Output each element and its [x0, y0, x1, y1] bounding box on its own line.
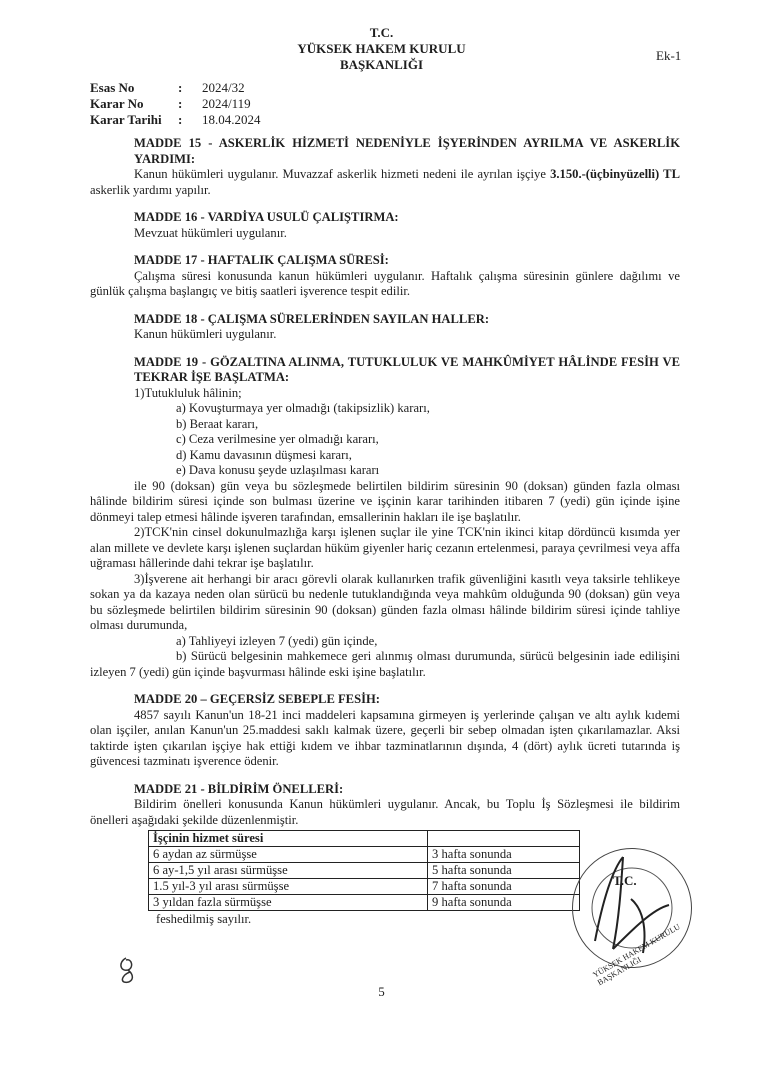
case-meta	[90, 80, 261, 128]
seal-center-text: T.C.	[613, 873, 637, 888]
article-19-para-3b: b) Sürücü belgesinin mahkemece geri alınmış olması durumunda, sürücü belgesinin iade edilişini izleyen 7 (yedi) gün içinde başvurması hâlinde eski işine başlatılır.	[90, 649, 680, 679]
article-18-text: Kanun hükümleri uygulanır.	[134, 327, 277, 341]
service-period-cell: 6 aydan az sürmüşse	[149, 847, 428, 863]
page-number: 5	[378, 984, 385, 999]
notice-period-table	[148, 830, 580, 911]
article-19-para-1: ile 90 (doksan) gün veya bu sözleşmede belirtilen bildirim süresinin 90 (doksan) günden fazla olması hâlinde bildirim süresi içinde son bulması üzerine ve işçinin karar tarihinden itibaren 7 (yedi) gün içinde işine dönmeyi talep etmesi hâlinde işveren tarafından, emsallerinin hakları ile işe başlatılır.	[90, 478, 680, 524]
article-15-text	[90, 167, 680, 198]
service-period-cell: 1.5 yıl-3 yıl arası sürmüşse	[149, 879, 428, 895]
meta-row-karar	[90, 96, 261, 112]
article-20-title: MADDE 20 – GEÇERSİZ SEBEPLE FESİH:	[134, 692, 380, 706]
header-line-office: BAŞKANLIĞI	[339, 57, 424, 72]
notice-cell: 5 hafta sonunda	[428, 863, 580, 879]
article-17-text: Çalışma süresi konusunda kanun hükümleri uygulanır. Haftalık çalışma süresinin günlere dağılımı ve günlük çalışma başlangıç ve bitiş saatleri işverence tespit edilir.	[90, 268, 680, 298]
article-15-amount: 3.150.-(üçbinyüzelli) TL	[550, 167, 680, 181]
article-19-item: d) Kamu davasının düşmesi kararı,	[176, 447, 352, 462]
notice-cell: 3 hafta sonunda	[428, 847, 580, 863]
table-header-empty	[428, 831, 580, 847]
service-period-cell: 6 ay-1,5 yıl arası sürmüşse	[149, 863, 428, 879]
meta-key: Karar No	[90, 96, 144, 111]
article-19-para-3a: a) Tahliyeyi izleyen 7 (yedi) gün içinde,	[176, 633, 378, 648]
table-row	[149, 863, 580, 879]
meta-value: 18.04.2024	[202, 112, 261, 127]
article-19-intro: 1)Tutukluluk hâlinin;	[134, 385, 242, 400]
initials-graphic	[116, 954, 146, 986]
article-16-title: MADDE 16 - VARDİYA USULÜ ÇALIŞTIRMA:	[134, 210, 399, 224]
table-header: İşçinin hizmet süresi	[149, 831, 428, 847]
seal-ring-text: YÜKSEK HAKEM KURULU BAŞKANLIĞI	[591, 922, 682, 988]
meta-sep: :	[178, 80, 183, 95]
table-row	[149, 895, 580, 911]
service-period-cell: 3 yıldan fazla sürmüşse	[149, 895, 428, 911]
article-19-para-2: 2)TCK'nin cinsel dokunulmazlığa karşı işlenen suçlar ile yine TCK'nin ikinci kitap dördüncü kısımda yer alan millete ve devlete karşı işlenen suçlardan hüküm giyenler hariç cezanın ertelenmesi, paraya çevrilmesi veya affa uğraması hâllerinde dahi tekrar işe başlatılır.	[90, 525, 681, 570]
header-line-institution: YÜKSEK HAKEM KURULU	[297, 41, 466, 56]
meta-value: 2024/32	[202, 80, 245, 95]
meta-row-tarih	[90, 112, 261, 128]
article-21-text: Bildirim önelleri konusunda Kanun hükümleri uygulanır. Ancak, bu Toplu İş Sözleşmesi ile bildirim önelleri aşağıdaki şekilde düzenlenmiştir.	[90, 797, 680, 827]
annex-label: Ek-1	[656, 48, 682, 63]
article-21-closing: feshedilmiş sayılır.	[156, 912, 252, 926]
article-19-para-3: 3)İşverene ait herhangi bir aracı görevli olarak kullanırken trafik güvenliğini kasıtlı veya taksirle tehlikeye sokan ya da kazaya neden olan sürücü bu nedenle tutuklandığında veya mahkûm olduğunda 90 (doksan) gün veya bu sözleşmede belirtilen bildirim süresinin 90 (doksan) günden fazla olması hâlinde bildirim süresi içinde tahliye olması durumunda,	[90, 571, 680, 632]
meta-sep: :	[178, 112, 183, 127]
article-19-item: a) Kovuşturmaya yer olmadığı (takipsizlik) kararı,	[176, 401, 430, 415]
meta-key: Karar Tarihi	[90, 112, 162, 127]
official-seal	[572, 848, 692, 988]
table-header-row	[149, 831, 580, 847]
notice-cell: 7 hafta sonunda	[428, 879, 580, 895]
article-19-item: e) Dava konusu şeyde uzlaşılması kararı	[176, 463, 380, 477]
article-15-title: MADDE 15 - ASKERLİK HİZMETİ NEDENİYLE İŞYERİNDEN AYRILMA VE ASKERLİK YARDIMI:	[134, 136, 680, 166]
article-17-title: MADDE 17 - HAFTALIK ÇALIŞMA SÜRESİ:	[134, 253, 389, 267]
table-row	[149, 847, 580, 863]
article-16-text: Mevzuat hükümleri uygulanır.	[134, 225, 287, 240]
article-20-text: 4857 sayılı Kanun'un 18-21 inci maddeleri kapsamına girmeyen iş yerlerinde çalışan ve altı aylık kıdemi olan işçiler, anılan Kanun'un 25.maddesi saklı kalmak üzere, geçerli bir sebep olmadan işten çıkarılamazlar. Aksi taktirde işten çıkarılan işçiye hak ettiği kıdem ve ihbar tazminatlarının dışında, 4 (dört) aylık ücreti tutarında iş güvencesi tazminatı işverence ödenir.	[90, 707, 680, 768]
table-row	[149, 879, 580, 895]
header-line-tc: T.C.	[369, 25, 394, 40]
article-18-title: MADDE 18 - ÇALIŞMA SÜRELERİNDEN SAYILAN HALLER:	[134, 311, 490, 326]
article-21-title: MADDE 21 - BİLDİRİM ÖNELLERİ:	[134, 781, 344, 796]
notice-cell: 9 hafta sonunda	[428, 895, 580, 911]
meta-key: Esas No	[90, 80, 135, 95]
document-header	[0, 25, 763, 73]
document-body	[90, 136, 680, 928]
article-15-text-a: Kanun hükümleri uygulanır. Muvazzaf askerlik hizmeti nedeni ile ayrılan işçiye	[134, 167, 551, 181]
article-15-text-b: askerlik yardımı yapılır.	[90, 182, 211, 197]
article-19-item: b) Beraat kararı,	[176, 416, 259, 431]
article-19-title: MADDE 19 - GÖZALTINA ALINMA, TUTUKLULUK VE MAHKÛMİYET HÂLİNDE FESİH VE TEKRAR İŞE BAŞLATMA:	[134, 354, 680, 384]
meta-row-esas	[90, 80, 261, 96]
meta-value: 2024/119	[202, 96, 251, 111]
meta-sep: :	[178, 96, 183, 111]
article-19-item: c) Ceza verilmesine yer olmadığı kararı,	[176, 432, 379, 446]
